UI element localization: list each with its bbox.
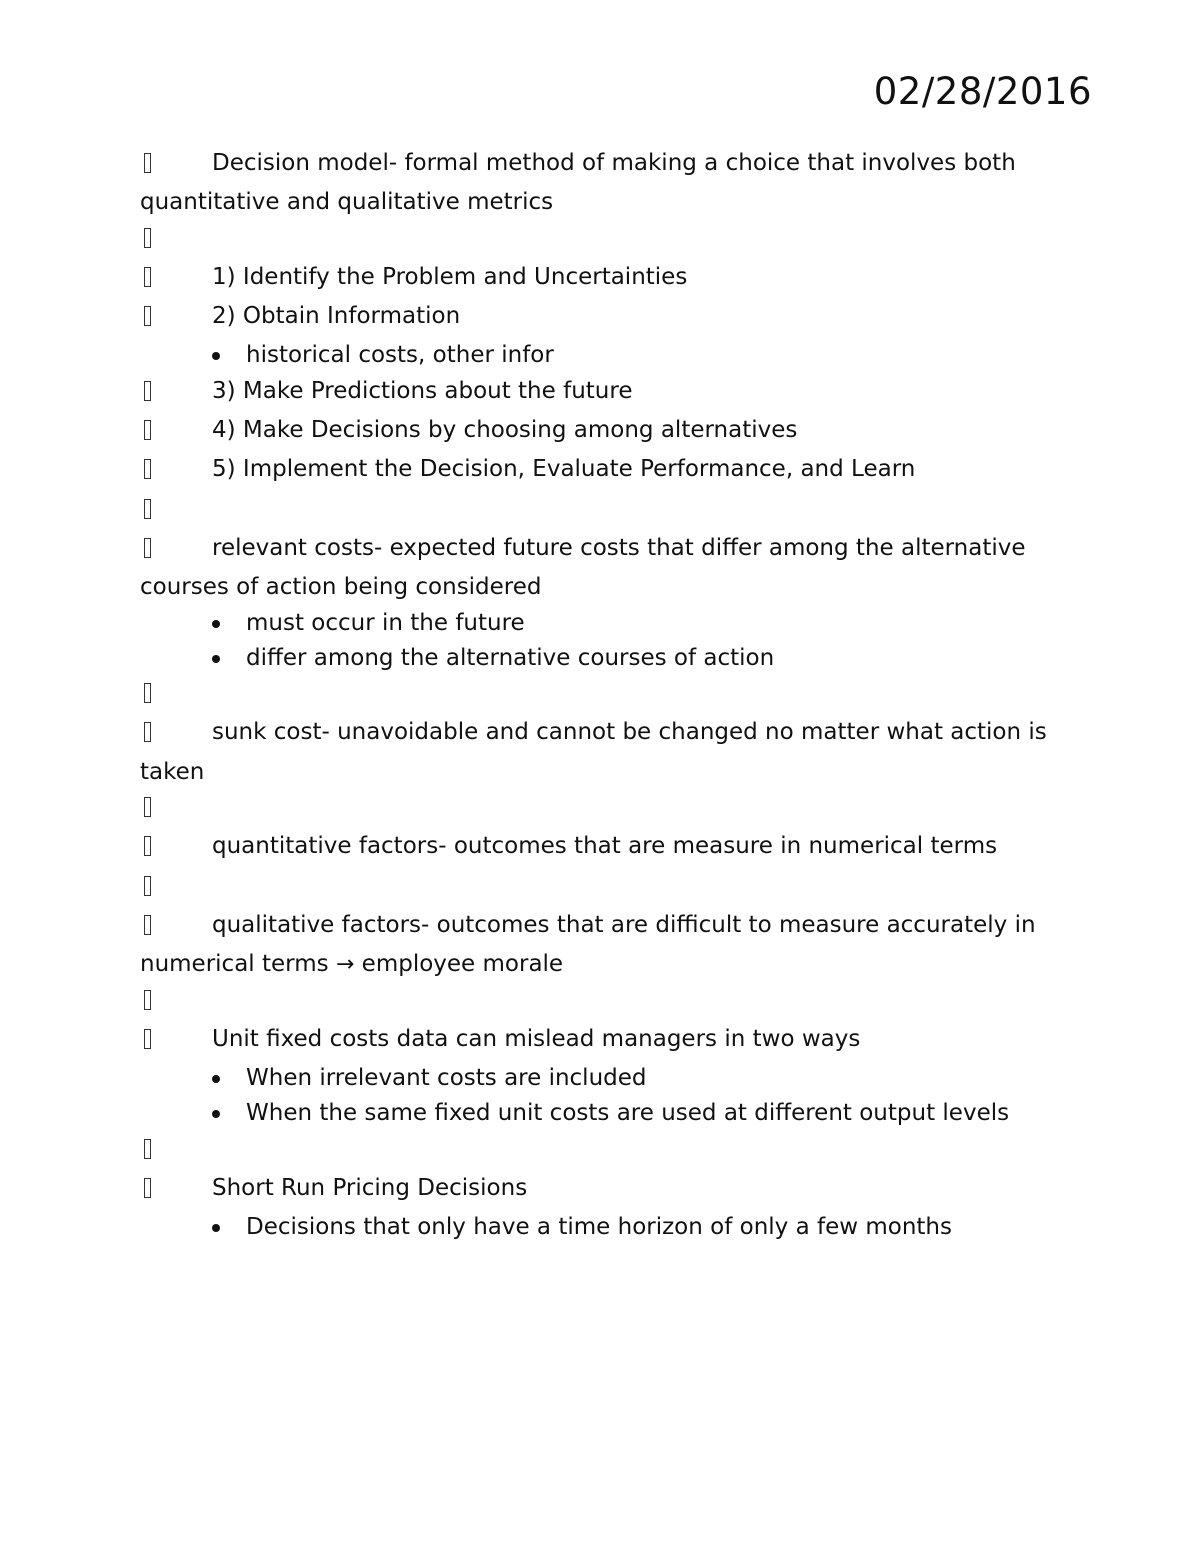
note-quantitative-factors: quantitative factors- outcomes that are measure in numerical terms bbox=[140, 829, 1070, 868]
note-decision-model: Decision model- formal method of making a choice that involves both quantitative and qualitative metrics bbox=[140, 146, 1070, 221]
note-relevant-costs: relevant costs- expected future costs that differ among the alternative courses of action being considered bbox=[140, 531, 1070, 606]
missing-glyph-icon bbox=[140, 676, 212, 715]
sub-bullet-unit-fixed-1: When irrelevant costs are included bbox=[140, 1061, 1070, 1096]
sub-bullet-unit-fixed-2: When the same fixed unit costs are used at different output levels bbox=[140, 1096, 1070, 1131]
note-empty bbox=[140, 983, 1070, 1022]
sub-bullet-relevant-2: differ among the alternative courses of action bbox=[140, 641, 1070, 676]
missing-glyph-icon bbox=[140, 1132, 212, 1171]
note-step-3: 3) Make Predictions about the future bbox=[140, 374, 1070, 413]
missing-glyph-icon bbox=[140, 531, 212, 570]
note-empty bbox=[140, 790, 1070, 829]
missing-glyph-icon bbox=[140, 1171, 212, 1210]
document-date: 02/28/2016 bbox=[873, 70, 1092, 113]
missing-glyph-icon bbox=[140, 146, 212, 185]
missing-glyph-icon bbox=[140, 260, 212, 299]
note-empty bbox=[140, 221, 1070, 260]
right-arrow-icon: → bbox=[335, 952, 355, 978]
note-short-run-pricing: Short Run Pricing Decisions bbox=[140, 1171, 1070, 1210]
note-step-5: 5) Implement the Decision, Evaluate Performance, and Learn bbox=[140, 452, 1070, 491]
bullet-icon bbox=[212, 1075, 220, 1083]
sub-bullet-short-run-1: Decisions that only have a time horizon of only a few months bbox=[140, 1210, 1070, 1245]
note-step-4: 4) Make Decisions by choosing among alternatives bbox=[140, 413, 1070, 452]
sub-bullet-relevant-1: must occur in the future bbox=[140, 606, 1070, 641]
missing-glyph-icon bbox=[140, 1022, 212, 1061]
missing-glyph-icon bbox=[140, 299, 212, 338]
note-step-1: 1) Identify the Problem and Uncertainties bbox=[140, 260, 1070, 299]
bullet-icon bbox=[212, 1110, 220, 1118]
missing-glyph-icon bbox=[140, 983, 212, 1022]
note-empty bbox=[140, 676, 1070, 715]
note-empty bbox=[140, 1132, 1070, 1171]
note-sunk-cost: sunk cost- unavoidable and cannot be changed no matter what action is taken bbox=[140, 715, 1070, 790]
note-qualitative-factors: qualitative factors- outcomes that are difficult to measure accurately in numerical terms → employee morale bbox=[140, 908, 1070, 983]
missing-glyph-icon bbox=[140, 869, 212, 908]
missing-glyph-icon bbox=[140, 829, 212, 868]
missing-glyph-icon bbox=[140, 492, 212, 531]
note-unit-fixed-costs: Unit fixed costs data can mislead managers in two ways bbox=[140, 1022, 1070, 1061]
note-empty bbox=[140, 869, 1070, 908]
notes-body bbox=[140, 146, 1070, 1246]
missing-glyph-icon bbox=[140, 374, 212, 413]
missing-glyph-icon bbox=[140, 908, 212, 947]
bullet-icon bbox=[212, 655, 220, 663]
missing-glyph-icon bbox=[140, 715, 212, 754]
bullet-icon bbox=[212, 1224, 220, 1232]
bullet-icon bbox=[212, 620, 220, 628]
missing-glyph-icon bbox=[140, 221, 212, 260]
note-step-2: 2) Obtain Information bbox=[140, 299, 1070, 338]
missing-glyph-icon bbox=[140, 790, 212, 829]
sub-bullet-step-2: historical costs, other infor bbox=[140, 338, 1070, 373]
note-empty bbox=[140, 492, 1070, 531]
bullet-icon bbox=[212, 352, 220, 360]
missing-glyph-icon bbox=[140, 413, 212, 452]
missing-glyph-icon bbox=[140, 452, 212, 491]
